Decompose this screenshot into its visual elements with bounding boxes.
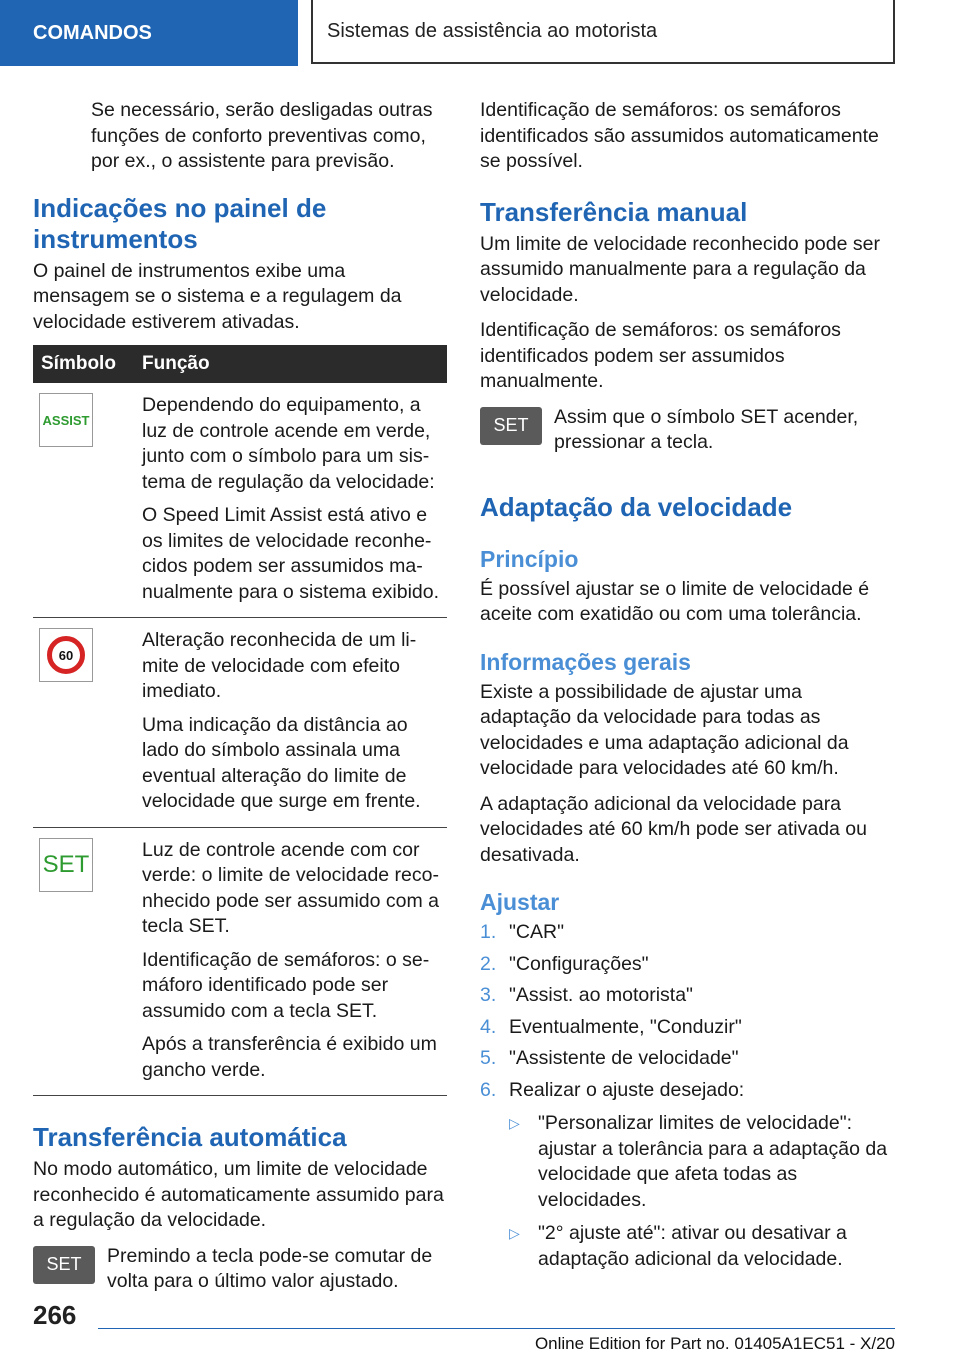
list-item <box>480 983 894 1009</box>
table-cell-function <box>134 827 447 1096</box>
function-text: Alteração reconhecida de um limite de velocidade com efeito imediato. <box>142 629 417 702</box>
heading-principio: Princípio <box>480 545 579 572</box>
step-text: "Configurações" <box>509 952 649 975</box>
table-header-function: Função <box>134 345 447 383</box>
paragraph-info-2: A adaptação adicional da velocidade para velocidades até 60 km/h pode ser ativada ou desativada. <box>480 792 868 866</box>
list-item <box>480 952 894 978</box>
heading-adaptacao: Adaptação da velocidade <box>480 491 793 522</box>
table-header-row <box>33 345 447 383</box>
set-button-label: SET <box>46 1254 82 1274</box>
step-text: Eventualmente, "Conduzir" <box>509 1015 742 1038</box>
paragraph-manual-1: Um limite de velocidade reconhecido pode ser assumido manualmente para a regulação da velocidade. <box>480 232 880 306</box>
substep-text: "2° ajuste até": ativar ou desativar a adaptação adicional da velocidade. <box>538 1222 847 1270</box>
step-text: "CAR" <box>509 921 565 943</box>
table-row <box>33 827 447 1096</box>
step-number: 2. <box>480 952 497 975</box>
function-text: Uma indicação da distância ao lado do símbolo assinala uma eventual alteração do limite de velocidade que surge em frente. <box>142 713 421 812</box>
triangle-bullet-icon: ▷ <box>509 1225 520 1241</box>
assist-indicator-icon <box>39 393 93 447</box>
speed-limit-value: 60 <box>58 647 74 663</box>
assist-icon-label: ASSIST <box>42 412 90 428</box>
set-button-icon <box>480 407 542 445</box>
chapter-title: Sistemas de assistência ao motorista <box>327 19 658 42</box>
triangle-bullet-icon: ▷ <box>509 1115 520 1131</box>
substeps-list <box>509 1111 894 1272</box>
symbol-table <box>33 345 447 1096</box>
speed-limit-ring <box>47 636 85 674</box>
list-item <box>509 1111 894 1213</box>
step-number: 6. <box>480 1078 497 1101</box>
table-row <box>33 383 447 618</box>
heading-indicacoes: Indicações no painel de instrumentos <box>33 192 327 254</box>
step-number: 4. <box>480 1015 497 1038</box>
step-number: 1. <box>480 921 497 943</box>
table-cell-symbol <box>33 827 134 1096</box>
set-button-label: SET <box>493 415 529 435</box>
page-number: 266 <box>33 1300 77 1330</box>
set-button-description: Assim que o símbolo SET acender, pressionar a tecla. <box>554 405 859 453</box>
table-row <box>33 618 447 828</box>
list-item <box>480 1015 894 1041</box>
substep-text: "Personalizar limites de velocidade": ajustar a tolerância para a adaptação da velocidade que afeta todas as velocidades. <box>538 1112 888 1211</box>
step-text: Realizar o ajuste desejado: <box>509 1078 745 1101</box>
paragraph-principio: É possível ajustar se o limite de velocidade é aceite com exatidão ou com uma tolerância. <box>480 577 870 625</box>
steps-list <box>480 920 894 1103</box>
set-icon-label: SET <box>42 850 90 878</box>
table-header-symbol: Símbolo <box>33 345 134 383</box>
step-text: "Assistente de velocidade" <box>509 1047 739 1069</box>
table-cell-symbol <box>33 383 134 618</box>
paragraph-indicacoes: O painel de instrumentos exibe uma mensagem se o sistema e a regulagem da velocidade estiverem ativadas. <box>33 259 402 333</box>
function-text: O Speed Limit Assist está ativo e os limites de velocidade reconhecidos podem ser assumidos manualmente para o sistema exibido. <box>142 504 440 603</box>
speed-limit-sign-icon <box>39 628 93 682</box>
function-text: Identificação de semáforos: o semáforo identificado pode ser assumido com a tecla SET. <box>142 948 430 1022</box>
set-button-icon <box>33 1246 95 1284</box>
list-item <box>480 1078 894 1104</box>
heading-ajustar: Ajustar <box>480 889 560 915</box>
list-item <box>480 1046 894 1072</box>
function-text: Após a transferência é exibido um gancho verde. <box>142 1033 437 1081</box>
list-item <box>509 1221 894 1272</box>
paragraph-semaforos-automatico: Identificação de semáforos: os semáforos identificados são assumidos automaticamente se possível. <box>480 99 879 172</box>
step-number: 3. <box>480 984 497 1006</box>
function-text: Luz de controle acende com cor verde: o limite de velocidade reconhecido pode ser assumido com a tecla SET. <box>142 838 440 937</box>
table-cell-symbol <box>33 618 134 828</box>
function-text: Dependendo do equipamento, a luz de controle acende em verde, junto com o símbolo para um sistema de regulação da velocidade: <box>142 394 435 493</box>
chapter-header <box>311 0 895 64</box>
list-item <box>480 920 894 946</box>
heading-transferencia-automatica: Transferência automática <box>33 1122 347 1152</box>
footer-edition: Online Edition for Part no. 01405A1EC51 - X/20 <box>534 1334 895 1353</box>
paragraph-info-1: Existe a possibilidade de ajustar uma adaptação da velocidade para todas as velocidades e uma adaptação adicional da velocidade para velocidades até 60 km/h. <box>480 680 849 779</box>
heading-transferencia-manual: Transferência manual <box>480 196 748 227</box>
paragraph-transferencia-automatica: No modo automático, um limite de velocidade reconhecido é automaticamente assumido para a regulação da velocidade. <box>33 1158 444 1231</box>
section-tab <box>0 0 298 66</box>
heading-informacoes-gerais: Informações gerais <box>480 648 691 675</box>
step-number: 5. <box>480 1047 497 1069</box>
step-text: "Assist. ao motorista" <box>509 984 693 1006</box>
set-button-note <box>480 405 894 456</box>
section-title: COMANDOS <box>33 21 152 44</box>
left-column <box>33 98 447 1305</box>
footer-divider <box>98 1328 895 1329</box>
set-indicator-icon <box>39 838 93 892</box>
table-cell-function <box>134 383 447 618</box>
paragraph-manual-2: Identificação de semáforos: os semáforos identificados podem ser assumidos manualmente. <box>480 319 841 392</box>
table-cell-function <box>134 618 447 828</box>
set-button-description: Premindo a tecla pode-se comutar de volta para o último valor ajustado. <box>107 1244 433 1292</box>
intro-paragraph: Se necessário, serão desligadas outras funções de conforto preventivas como, por ex., o assistente para previsão. <box>91 99 433 172</box>
set-button-note <box>33 1244 447 1295</box>
right-column <box>480 98 894 1276</box>
